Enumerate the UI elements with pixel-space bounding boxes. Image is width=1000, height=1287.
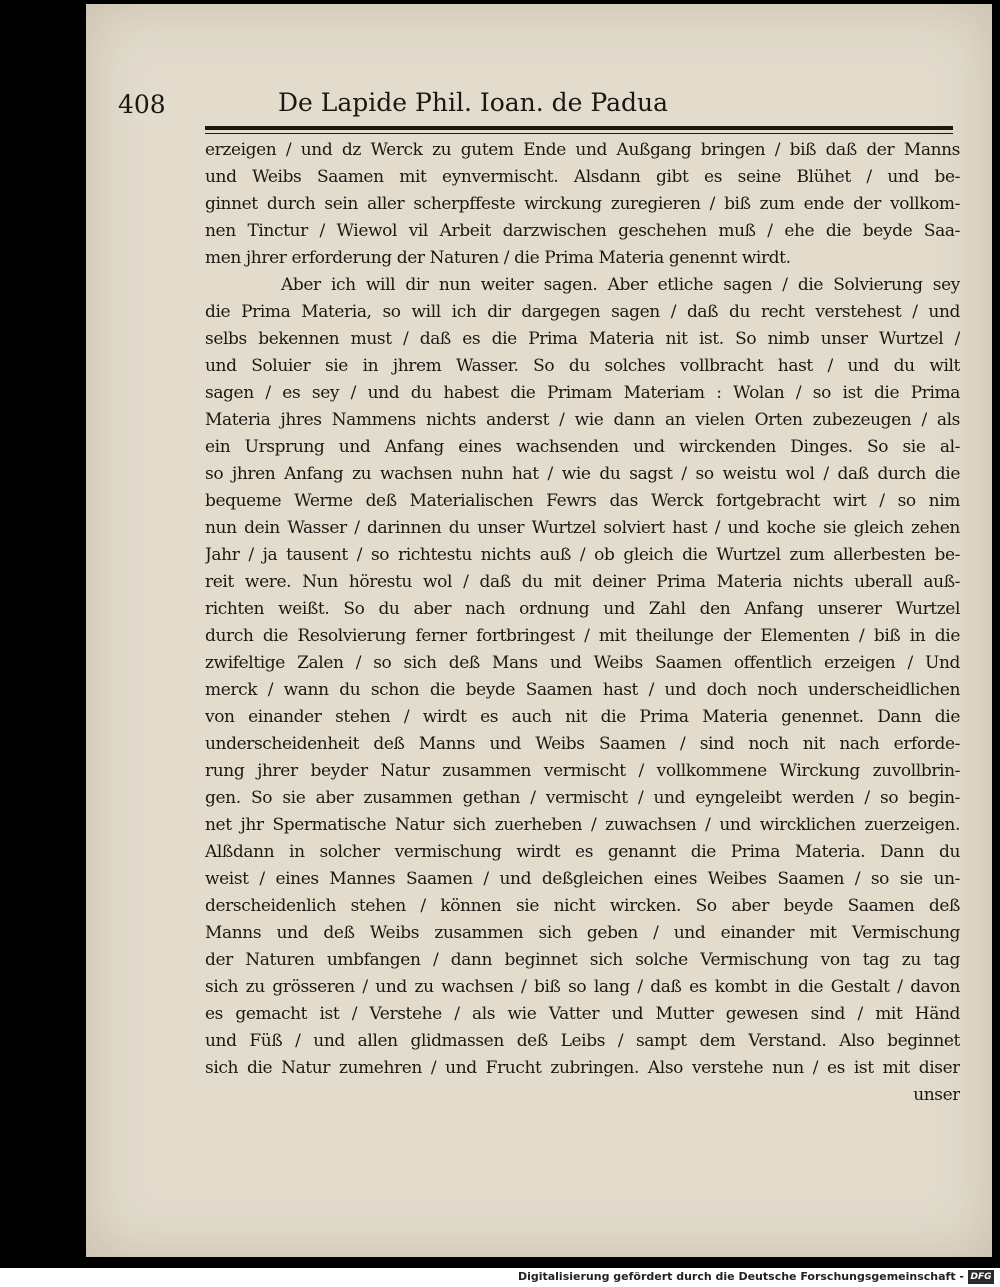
text-line: zwifeltige Zalen / so sich deß Mans und Weibs Saamen offentlich erzeigen / Und bbox=[205, 653, 960, 673]
text-line: und Füß / und allen glidmassen deß Leibs / sampt dem Verstand. Also beginnet bbox=[205, 1031, 960, 1051]
text-line: und Weibs Saamen mit eynvermischt. Alsdann gibt es seine Blühet / und be- bbox=[205, 167, 960, 187]
text-line: es gemacht ist / Verstehe / als wie Vatter und Mutter gewesen sind / mit Händ bbox=[205, 1004, 960, 1024]
text-line: von einander stehen / wirdt es auch nit die Prima Materia genennet. Dann die bbox=[205, 707, 960, 727]
text-line: Aber ich will dir nun weiter sagen. Aber etliche sagen / die Solvierung sey bbox=[281, 275, 960, 295]
text-line: Alßdann in solcher vermischung wirdt es genannt die Prima Materia. Dann du bbox=[205, 842, 960, 862]
footer-bar bbox=[0, 1268, 1000, 1287]
text-line: sich zu grösseren / und zu wachsen / biß so lang / daß es kombt in die Gestalt / davon bbox=[205, 977, 960, 997]
page-number: 408 bbox=[118, 90, 166, 119]
text-line: ein Ursprung und Anfang eines wachsenden und wirckenden Dinges. So sie al- bbox=[205, 437, 960, 457]
text-line: men jhrer erforderung der Naturen / die Prima Materia genennt wirdt. bbox=[205, 248, 791, 268]
text-line: Jahr / ja tausent / so richtestu nichts auß / ob gleich die Wurtzel zum allerbesten be- bbox=[205, 545, 960, 565]
text-line: erzeigen / und dz Werck zu gutem Ende und Außgang bringen / biß daß der Manns bbox=[205, 140, 960, 160]
dfg-logo-icon: DFG bbox=[968, 1270, 994, 1284]
text-line: sich die Natur zumehren / und Frucht zubringen. Also verstehe nun / es ist mit diser bbox=[205, 1058, 960, 1078]
funding-credit: Digitalisierung gefördert durch die Deutsche Forschungsgemeinschaft - bbox=[517, 1270, 964, 1283]
text-line: bequeme Werme deß Materialischen Fewrs das Werck fortgebracht wirt / so nim bbox=[205, 491, 960, 511]
text-line: weist / eines Mannes Saamen / und deßgleichen eines Weibes Saamen / so sie un- bbox=[205, 869, 960, 889]
text-line: durch die Resolvierung ferner fortbringest / mit theilunge der Elementen / biß in die bbox=[205, 626, 960, 646]
text-line: richten weißt. So du aber nach ordnung und Zahl den Anfang unserer Wurtzel bbox=[205, 599, 960, 619]
text-line: rung jhrer beyder Natur zusammen vermischt / vollkommene Wirckung zuvollbrin- bbox=[205, 761, 960, 781]
text-line: Materia jhres Nammens nichts anderst / wie dann an vielen Orten zubezeugen / als bbox=[205, 410, 960, 430]
text-line: reit were. Nun hörestu wol / daß du mit deiner Prima Materia nichts uberall auß- bbox=[205, 572, 960, 592]
page-header bbox=[118, 82, 838, 122]
text-line: selbs bekennen must / daß es die Prima Materia nit ist. So nimb unser Wurtzel / bbox=[205, 329, 960, 349]
running-title: De Lapide Phil. Ioan. de Padua bbox=[278, 88, 669, 117]
header-rule-thin bbox=[205, 133, 953, 134]
catchword: unser bbox=[913, 1085, 960, 1105]
text-line: net jhr Spermatische Natur sich zuerheben / zuwachsen / und wircklichen zuerzeigen. bbox=[205, 815, 960, 835]
text-line: der Naturen umbfangen / dann beginnet sich solche Vermischung von tag zu tag bbox=[205, 950, 960, 970]
text-line: nen Tinctur / Wiewol vil Arbeit darzwischen geschehen muß / ehe die beyde Saa- bbox=[205, 221, 960, 241]
header-rule bbox=[205, 126, 953, 130]
text-line: ginnet durch sein aller scherpffeste wirckung zuregieren / biß zum ende der vollkom- bbox=[205, 194, 960, 214]
text-line: merck / wann du schon die beyde Saamen hast / und doch noch underscheidlichen bbox=[205, 680, 960, 700]
text-line: so jhren Anfang zu wachsen nuhn hat / wie du sagst / so weistu wol / daß durch die bbox=[205, 464, 960, 484]
text-line: derscheidenlich stehen / können sie nicht wircken. So aber beyde Saamen deß bbox=[205, 896, 960, 916]
text-line: gen. So sie aber zusammen gethan / vermischt / und eyngeleibt werden / so begin- bbox=[205, 788, 960, 808]
text-line: Manns und deß Weibs zusammen sich geben / und einander mit Vermischung bbox=[205, 923, 960, 943]
text-line: nun dein Wasser / darinnen du unser Wurtzel solviert hast / und koche sie gleich zehen bbox=[205, 518, 960, 538]
text-line: und Soluier sie in jhrem Wasser. So du solches vollbracht hast / und du wilt bbox=[205, 356, 960, 376]
text-line: sagen / es sey / und du habest die Primam Materiam : Wolan / so ist die Prima bbox=[205, 383, 960, 403]
text-line: underscheidenheit deß Manns und Weibs Saamen / sind noch nit nach erforde- bbox=[205, 734, 960, 754]
text-line: die Prima Materia, so will ich dir dargegen sagen / daß du recht verstehest / und bbox=[205, 302, 960, 322]
body-text bbox=[205, 137, 960, 1109]
